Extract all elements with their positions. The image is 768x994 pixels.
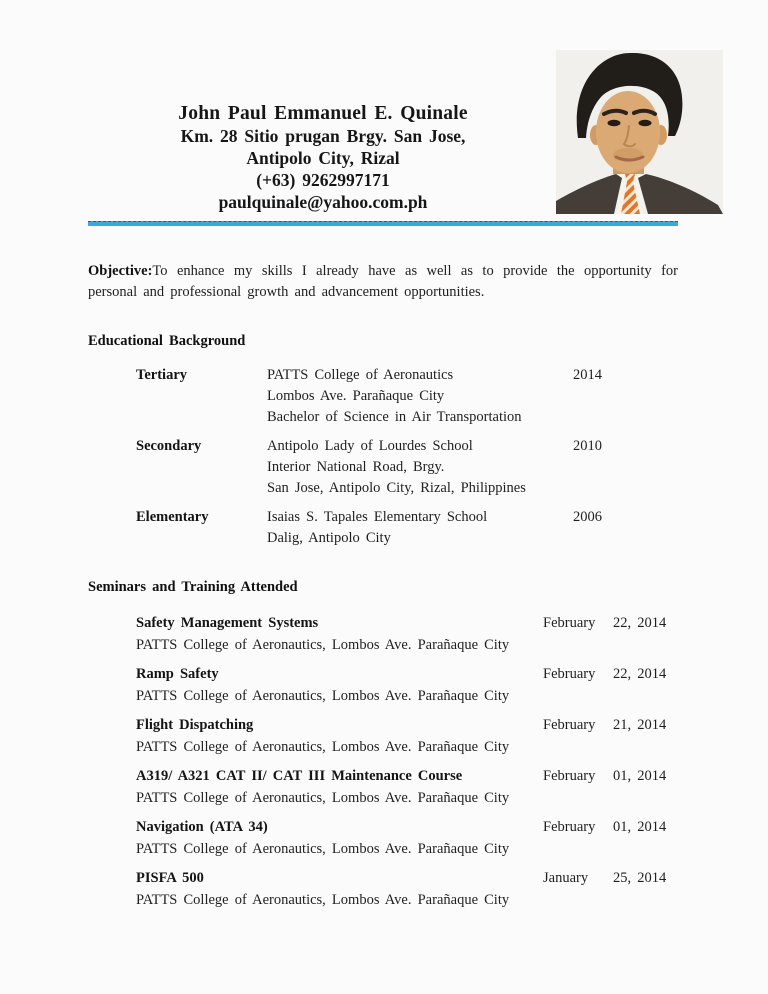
- seminar-title: A319/ A321 CAT II/ CAT III Maintenance Course: [136, 768, 463, 784]
- objective-label: Objective:: [88, 263, 153, 279]
- seminar-entry: [136, 714, 678, 758]
- education-details: [267, 365, 567, 428]
- education-detail-line: San Jose, Antipolo City, Rizal, Philippines: [267, 480, 526, 496]
- seminar-date: [543, 714, 666, 736]
- email-address: paulquinale@yahoo.com.ph: [218, 192, 428, 212]
- address-line-1: Km. 28 Sitio prugan Brgy. San Jose,: [180, 126, 466, 146]
- seminar-date: [543, 816, 666, 838]
- seminar-day-year: 25, 2014: [613, 870, 667, 886]
- education-detail-line: Bachelor of Science in Air Transportation: [267, 409, 522, 425]
- seminar-day-year: 22, 2014: [613, 615, 667, 631]
- education-entry-secondary: [136, 436, 678, 499]
- seminar-title: Flight Dispatching: [136, 717, 254, 733]
- seminar-day-year: 01, 2014: [613, 768, 667, 784]
- seminar-entry: [136, 765, 678, 809]
- seminar-title: Safety Management Systems: [136, 615, 319, 631]
- seminar-entry: [136, 612, 678, 656]
- education-detail-line: PATTS College of Aeronautics: [267, 367, 454, 383]
- education-heading: Educational Background: [88, 333, 246, 349]
- education-year: 2010: [573, 438, 602, 454]
- phone-number: (+63) 9262997171: [256, 170, 390, 190]
- education-level: Secondary: [136, 438, 202, 454]
- seminar-date: [543, 765, 666, 787]
- education-detail-line: Dalig, Antipolo City: [267, 530, 391, 546]
- seminar-title: Navigation (ATA 34): [136, 819, 268, 835]
- education-entry-tertiary: [136, 365, 678, 428]
- education-list: [88, 365, 678, 549]
- seminar-venue: PATTS College of Aeronautics, Lombos Ave. Parañaque City: [136, 739, 510, 755]
- seminar-entry: [136, 867, 678, 911]
- objective-paragraph: [88, 261, 678, 303]
- education-detail-line: Lombos Ave. Parañaque City: [267, 388, 445, 404]
- seminar-entry: [136, 663, 678, 707]
- seminar-month: February: [543, 717, 596, 733]
- address-line-2: Antipolo City, Rizal: [246, 148, 400, 168]
- education-level: Tertiary: [136, 367, 188, 383]
- contact-header: [88, 103, 558, 213]
- seminar-date: [543, 663, 666, 685]
- education-detail-line: Antipolo Lady of Lourdes School: [267, 438, 473, 454]
- seminars-heading: Seminars and Training Attended: [88, 579, 298, 595]
- applicant-photo: [556, 50, 723, 214]
- seminars-list: [88, 612, 678, 911]
- seminar-date: [543, 612, 666, 634]
- seminar-venue: PATTS College of Aeronautics, Lombos Ave. Parañaque City: [136, 688, 510, 704]
- seminar-day-year: 21, 2014: [613, 717, 667, 733]
- education-detail-line: Interior National Road, Brgy.: [267, 459, 445, 475]
- seminar-entry: [136, 816, 678, 860]
- seminar-date: [543, 867, 666, 889]
- seminar-month: February: [543, 666, 596, 682]
- education-year: 2014: [573, 367, 602, 383]
- seminar-venue: PATTS College of Aeronautics, Lombos Ave. Parañaque City: [136, 892, 510, 908]
- seminar-venue: PATTS College of Aeronautics, Lombos Ave. Parañaque City: [136, 637, 510, 653]
- portrait-photo: [556, 50, 723, 214]
- education-level: Elementary: [136, 509, 209, 525]
- seminar-month: February: [543, 768, 596, 784]
- header-divider: [88, 221, 678, 226]
- seminar-day-year: 01, 2014: [613, 819, 667, 835]
- objective-text: To enhance my skills I already have as well as to provide the opportunity for personal and professional growth and advancement opportunities.: [88, 263, 678, 300]
- applicant-name: John Paul Emmanuel E. Quinale: [178, 103, 468, 124]
- seminar-title: Ramp Safety: [136, 666, 219, 682]
- education-year: 2006: [573, 509, 602, 525]
- education-detail-line: Isaias S. Tapales Elementary School: [267, 509, 488, 525]
- seminar-month: February: [543, 819, 596, 835]
- education-details: [267, 436, 567, 499]
- seminar-day-year: 22, 2014: [613, 666, 667, 682]
- seminar-month: February: [543, 615, 596, 631]
- seminar-month: January: [543, 870, 589, 886]
- education-details: [267, 507, 567, 549]
- seminar-venue: PATTS College of Aeronautics, Lombos Ave. Parañaque City: [136, 790, 510, 806]
- seminar-title: PISFA 500: [136, 870, 204, 886]
- seminar-venue: PATTS College of Aeronautics, Lombos Ave. Parañaque City: [136, 841, 510, 857]
- education-entry-elementary: [136, 507, 678, 549]
